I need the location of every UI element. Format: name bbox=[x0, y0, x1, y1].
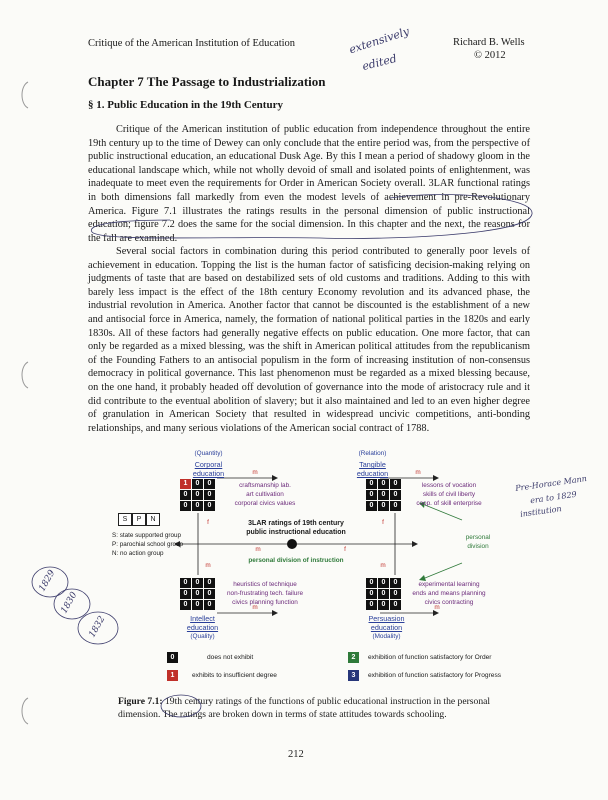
rating-cell: 0 bbox=[204, 589, 215, 599]
intellect-education-label-1: Intellect bbox=[190, 614, 215, 623]
center-title-2: public instructional education bbox=[246, 529, 346, 536]
rating-cell: 0 bbox=[192, 589, 203, 599]
rating-cell: 0 bbox=[180, 501, 191, 511]
rating-cell: 0 bbox=[390, 479, 401, 489]
margin-year-1829: 1829 bbox=[37, 568, 58, 594]
persuasion-education-label-2: education bbox=[370, 623, 403, 632]
rating-cell: 0 bbox=[192, 490, 203, 500]
tangible-item-1: lessons of vocation bbox=[421, 482, 477, 489]
rating-cell: 0 bbox=[192, 578, 203, 588]
rating-cell: 0 bbox=[378, 479, 389, 489]
handwritten-note-edited: edited bbox=[360, 51, 399, 74]
legend-square-1: 1 bbox=[167, 670, 178, 681]
m-label: m bbox=[255, 546, 261, 553]
spn-legend-n: N: no action group bbox=[112, 550, 164, 557]
rating-cell: 0 bbox=[378, 490, 389, 500]
intellect-item-1: heuristics of technique bbox=[233, 581, 297, 588]
corporal-education-label-1: Corporal bbox=[194, 460, 223, 469]
center-title-1: 3LAR ratings of 19th century bbox=[248, 520, 344, 527]
binder-holes bbox=[0, 0, 40, 800]
quantity-label: (Quantity) bbox=[194, 450, 223, 457]
section-title: § 1. Public Education in the 19th Century bbox=[88, 99, 283, 111]
rating-cell: 0 bbox=[204, 600, 215, 610]
rating-cell: 0 bbox=[366, 600, 377, 610]
corporal-item-2: art cultivation bbox=[246, 491, 284, 498]
rating-cell: 0 bbox=[366, 578, 377, 588]
rating-cell: 0 bbox=[366, 490, 377, 500]
rating-cell: 1 bbox=[180, 479, 191, 489]
intellect-item-2: non-frustrating tech. failure bbox=[226, 590, 304, 597]
rating-cell: 0 bbox=[204, 490, 215, 500]
m-label: m bbox=[434, 604, 440, 611]
modality-label: (Modality) bbox=[372, 633, 401, 640]
rating-cell: 0 bbox=[192, 479, 203, 489]
corporal-education-label-2: education bbox=[192, 469, 225, 478]
rating-cell: 0 bbox=[204, 479, 215, 489]
rating-cell: 0 bbox=[192, 600, 203, 610]
tangible-item-2: skills of civil liberty bbox=[422, 491, 476, 498]
caption-text: 19th century ratings of the functions of public educational instruction in the personal dimension. The ratings are broken down in terms of state attitudes towards schooling. bbox=[118, 696, 491, 720]
rating-cell: 0 bbox=[180, 578, 191, 588]
legend-square-3: 3 bbox=[348, 670, 359, 681]
tangible-education-label-2: education bbox=[356, 469, 389, 478]
legend-square-0: 0 bbox=[167, 652, 178, 663]
margin-note-right-1: Pre-Horace Mann bbox=[514, 474, 588, 493]
caption-label: Figure 7.1: bbox=[118, 696, 163, 707]
margin-note-right-2: era to 1829 bbox=[529, 489, 578, 506]
m-label: m bbox=[205, 562, 211, 569]
rating-cell: 0 bbox=[378, 578, 389, 588]
intellect-item-3: civics planning function bbox=[232, 599, 298, 606]
paragraph-2-text: Several social factors in combination during this period contributed to generally poor levels of achievement in education. Topping the list is the human factor of satisficing decision-making relying on judgments of taste that are based on destabilized sets of old customs and traditions. Adding to this with barely less impact is the effect of the 18th century Economy revolution and its advanced phase, the industrial revolution in America. Another factor that cannot be discounted is the establishment of a new and antisocial force in America, namely, the formation of national political parties in the 1820s and early 1830s. All of these factors had generally negative effects on public education. One more factor, that can only be regarded as a mixed blessing, was the shift in American political attitudes from the republicanism of the Founding Fathers to an antisocial populism in the form of increasing institution of non-consensus democracy in political governance. This last phenomenon must be regarded as a mixed blessing because, on the one hand, it probably headed off devolution of governance into the mode of aristocracy rule and it did contribute to the eventual abolition of slavery; but it also maintained and led to an even higher degree of granulation in American Society that resulted in widespread uncivic competitions, anti-bonding relationships, and many serious violations of the American social contract of 1788. bbox=[88, 246, 530, 434]
rating-cell: 0 bbox=[180, 490, 191, 500]
rating-cell: 0 bbox=[366, 501, 377, 511]
rating-cell: 0 bbox=[378, 501, 389, 511]
spn-legend-s: S: state supported group bbox=[112, 532, 181, 539]
rating-cell: 0 bbox=[204, 501, 215, 511]
legend-text-2: exhibition of function satisfactory for Order bbox=[368, 654, 492, 661]
legend-square-2: 2 bbox=[348, 652, 359, 663]
legend-text-1: exhibits to insufficient degree bbox=[192, 672, 277, 679]
spn-box-n: N bbox=[146, 513, 160, 526]
quality-label: (Quality) bbox=[190, 633, 215, 640]
persuasion-item-2: ends and means planning bbox=[412, 590, 486, 597]
chapter-title: Chapter 7 The Passage to Industrialization bbox=[88, 74, 326, 89]
rating-cell: 0 bbox=[378, 600, 389, 610]
spn-legend-p: P: parochial school group bbox=[112, 541, 184, 548]
personal-division-label: personal division of instruction bbox=[248, 557, 344, 564]
running-header: Critique of the American Institution of Education bbox=[88, 38, 296, 49]
tangible-item-3: coop. of skill enterprise bbox=[416, 500, 482, 507]
legend-text-3: exhibition of function satisfactory for Progress bbox=[368, 672, 502, 679]
copyright: © 2012 bbox=[474, 50, 506, 61]
rating-cell: 0 bbox=[366, 589, 377, 599]
m-label: m bbox=[252, 604, 258, 611]
page-number: 212 bbox=[288, 749, 304, 760]
tangible-education-label-1: Tangible bbox=[359, 460, 386, 469]
relation-label: (Relation) bbox=[358, 450, 387, 457]
spn-box-s: S bbox=[118, 513, 132, 526]
rating-cell: 0 bbox=[378, 589, 389, 599]
f-label: f bbox=[382, 519, 384, 526]
corporal-item-3: corporal civics values bbox=[234, 500, 296, 507]
handwritten-circle bbox=[158, 692, 204, 722]
persuasion-item-3: civics contracting bbox=[424, 599, 474, 606]
rating-cell: 0 bbox=[390, 490, 401, 500]
handwritten-note-extensively: extensively bbox=[347, 24, 411, 57]
rating-cell: 0 bbox=[390, 578, 401, 588]
persuasion-item-1: experimental learning bbox=[418, 581, 480, 588]
corporal-item-1: craftsmanship lab. bbox=[239, 482, 291, 489]
personal-division-right-1: personal bbox=[465, 534, 491, 541]
f-label: f bbox=[344, 546, 346, 553]
rating-cell: 0 bbox=[180, 589, 191, 599]
rating-cell: 0 bbox=[180, 600, 191, 610]
f-label: f bbox=[207, 519, 209, 526]
author-name: Richard B. Wells bbox=[453, 37, 525, 48]
rating-cell: 0 bbox=[204, 578, 215, 588]
margin-year-1830: 1830 bbox=[59, 590, 80, 616]
rating-cell: 0 bbox=[366, 479, 377, 489]
rating-cell: 0 bbox=[192, 501, 203, 511]
margin-year-1832: 1832 bbox=[87, 614, 108, 640]
legend-text-0: does not exhibit bbox=[207, 654, 254, 661]
m-label: m bbox=[415, 469, 421, 476]
persuasion-education-label-1: Persuasion bbox=[368, 614, 405, 623]
rating-cell: 0 bbox=[390, 501, 401, 511]
rating-cell: 0 bbox=[390, 600, 401, 610]
personal-division-right-2: division bbox=[467, 543, 489, 550]
paragraph-1-text: Critique of the American institution of public education from independence throughout the entire 19th century up to the time of Dewey can only conclude that the entire period was, from the perspective of public instructional education, an educational Dusk Age. By this I mean a period of shadowy gloom in the educational landscape which, while not wholly devoid of small and isolated points of enlightenment, was inadequate to meet even the requirements for Order in American Society overall. 3LAR functional ratings in both dimensions fall markedly from even the modest levels of achievement in pre-Revolutionary America. Figure 7.1 illustrates the ratings results in the personal dimension of public instructional education; figure 7.2 does the same for the social dimension. In this chapter and the next, the reasons for the fall are examined. bbox=[88, 124, 530, 244]
m-label: m bbox=[380, 562, 386, 569]
margin-note-right-3: institution bbox=[519, 504, 563, 519]
rating-cell: 0 bbox=[390, 589, 401, 599]
spn-box-p: P bbox=[132, 513, 146, 526]
intellect-education-label-2: education bbox=[186, 623, 219, 632]
m-label: m bbox=[252, 469, 258, 476]
